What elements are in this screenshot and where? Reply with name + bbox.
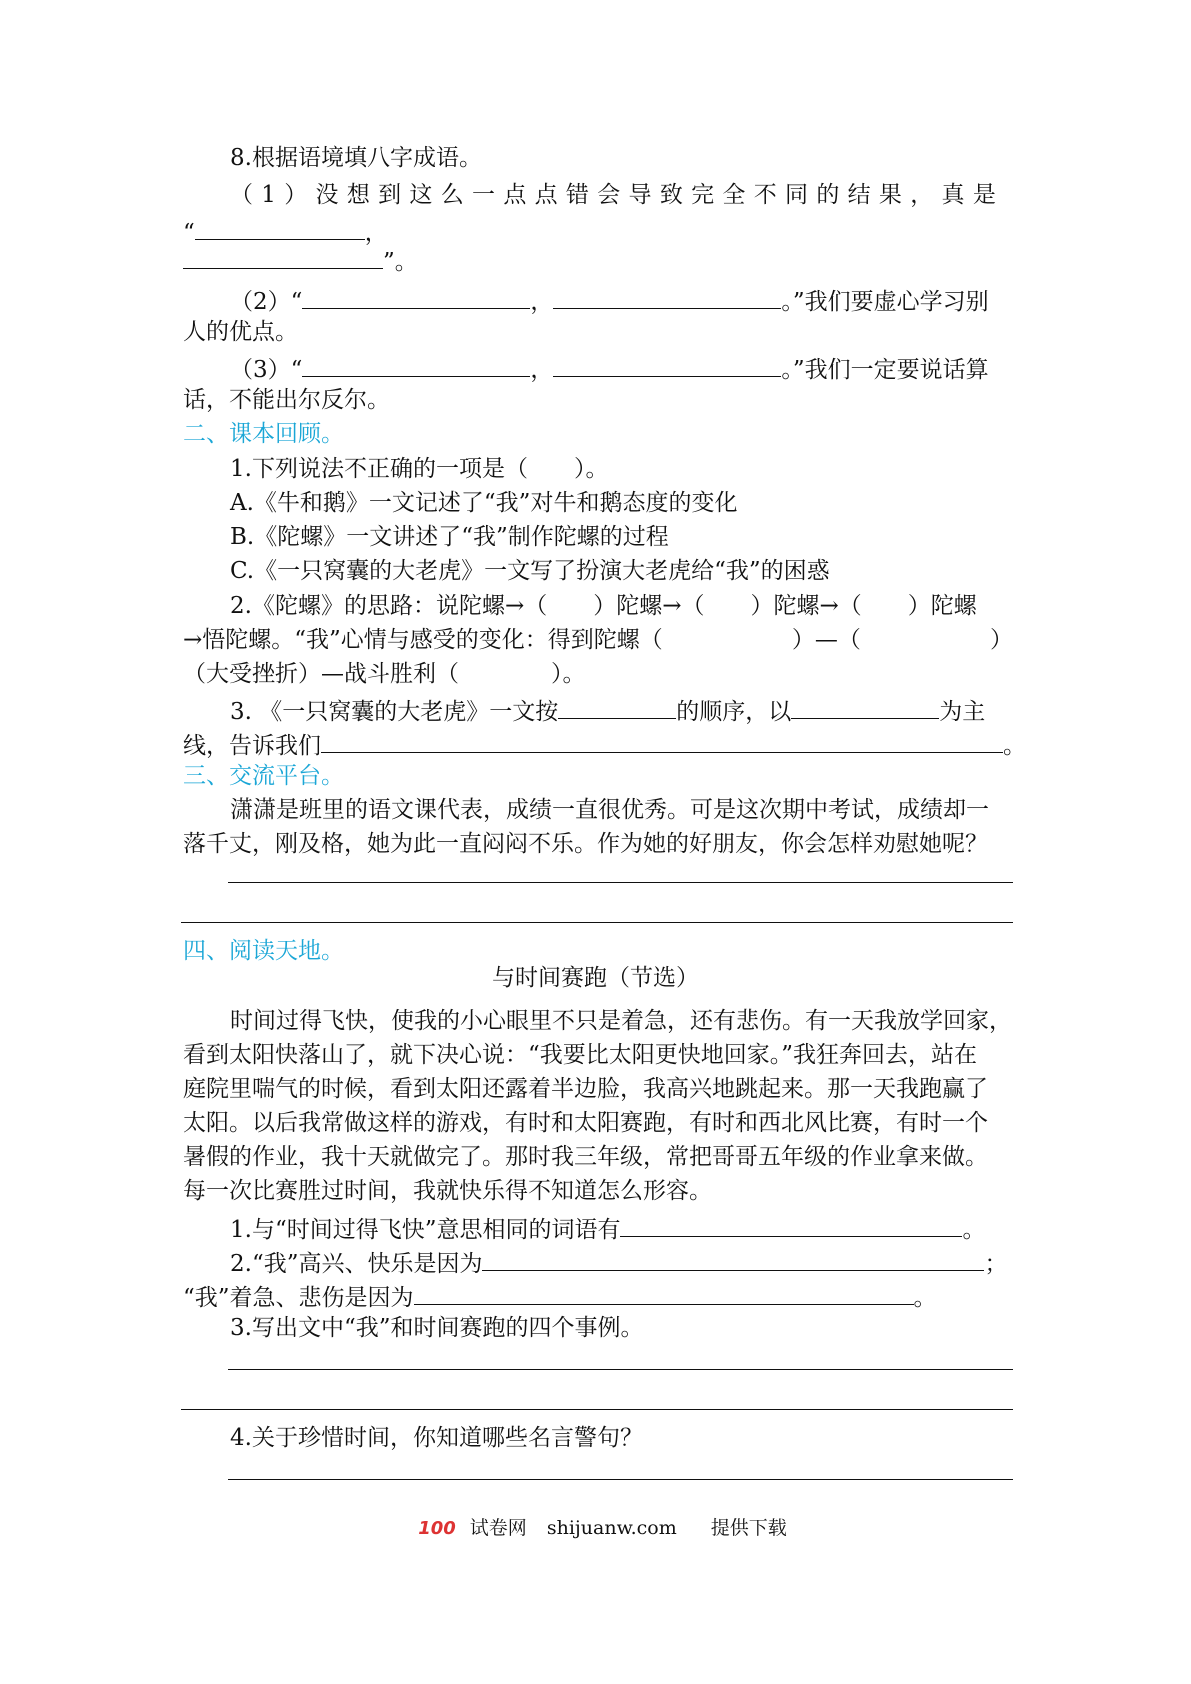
- sec4-q2: [230, 1242, 1007, 1278]
- sec4-q2-text: 2.“我”高兴、快乐是因为: [230, 1251, 483, 1277]
- sec2-q2-line1: 2.《陀螺》的思路：说陀螺→（ ）陀螺→（ ）陀螺→（ ）陀螺: [230, 593, 977, 619]
- sec4-q1-text: 1.与“时间过得飞快”意思相同的词语有: [230, 1217, 621, 1243]
- q8-p1-close: ”。: [383, 249, 418, 275]
- sec2-option-b: B.《陀螺》一文讲述了“我”制作陀螺的过程: [230, 524, 669, 550]
- passage-title: 与时间赛跑（节选）: [492, 965, 699, 991]
- sec3-answer-line1[interactable]: [228, 882, 1013, 883]
- q8-p2-comma: ，: [530, 289, 554, 315]
- passage-line-5: 暑假的作业，我十天就做完了。那时我三年级，常把哥哥五年级的作业拿来做。: [183, 1144, 988, 1170]
- q8-p3-blank2[interactable]: [553, 348, 781, 377]
- sec4-q4-answer-line[interactable]: [228, 1479, 1013, 1480]
- sec3-para-line1: 潇潇是班里的语文课代表，成绩一直很优秀。可是这次期中考试，成绩却一: [230, 797, 989, 823]
- sec2-q3-blank3[interactable]: [321, 724, 1003, 753]
- passage-line-4: 太阳。以后我常做这样的游戏，有时和太阳赛跑，有时和西北风比赛，有时一个: [183, 1110, 988, 1136]
- sec2-option-c: C.《一只窝囊的大老虎》一文写了扮演大老虎给“我”的困惑: [230, 558, 830, 584]
- sec4-q1-end: 。: [962, 1217, 986, 1243]
- q8-p2-tail: 。”我们要虚心学习别: [781, 289, 989, 315]
- passage-line-6: 每一次比赛胜过时间，我就快乐得不知道怎么形容。: [183, 1178, 712, 1204]
- q8-p3-blank1[interactable]: [302, 348, 530, 377]
- sec3-answer-line2[interactable]: [181, 922, 1013, 923]
- footer-note: 提供下载: [710, 1517, 787, 1539]
- sec4-q2-end: ；: [984, 1251, 1008, 1277]
- sec2-q2-line2a: →悟陀螺。“我”心情与感受的变化：得到陀螺（: [183, 627, 663, 653]
- q8-p3-comma: ，: [530, 357, 554, 383]
- sec2-q3-line2: [183, 724, 1026, 760]
- sec4-q3: 3.写出文中“我”和时间赛跑的四个事例。: [230, 1315, 644, 1341]
- q8-p1-open-quote: “: [183, 220, 195, 246]
- sec2-q1: 1.下列说法不正确的一项是（ ）。: [230, 456, 609, 482]
- sec2-q2-line3: （大受挫折）—战斗胜利（ ）。: [183, 661, 586, 687]
- sec2-q3-d: 线，告诉我们: [183, 733, 321, 759]
- sec4-q2b-end: 。: [913, 1285, 937, 1311]
- sec2-q3-b: 的顺序，以: [676, 699, 792, 725]
- sec4-q4: 4.关于珍惜时间，你知道哪些名言警句？: [230, 1425, 643, 1451]
- q8-p3-line: [230, 348, 989, 384]
- sec4-q2b: [183, 1276, 937, 1312]
- sec2-q3-line1: [230, 690, 985, 726]
- sec3-para-line2: 落千丈，刚及格，她为此一直闷闷不乐。作为她的好朋友，你会怎样劝慰她呢？: [183, 831, 988, 857]
- footer-logo-mark: [404, 1517, 527, 1539]
- q8-p1-blank2-line: [183, 240, 418, 276]
- q8-p2-lead: （2）“: [230, 289, 303, 315]
- section-heading-exchange: 三、交流平台。: [183, 763, 344, 789]
- q8-p1-blank1[interactable]: [195, 211, 365, 240]
- passage-line-1: 时间过得飞快，使我的小心眼里不只是着急，还有悲伤。有一天我放学回家，: [230, 1008, 1012, 1034]
- q8-p1-blank2[interactable]: [183, 240, 383, 269]
- passage-line-3: 庭院里喘气的时候，看到太阳还露着半边脸，我高兴地跳起来。那一天我跑赢了: [183, 1076, 988, 1102]
- sec2-q3-a: 3. 《一只窝囊的大老虎》一文按: [230, 699, 559, 725]
- q8-p3-cont: 话，不能出尔反尔。: [183, 387, 390, 413]
- q8-p3-lead: （3）“: [230, 357, 303, 383]
- q8-p2-cont: 人的优点。: [183, 319, 298, 345]
- sec4-q2b-text: “我”着急、悲伤是因为: [183, 1285, 414, 1311]
- sec2-option-a: A.《牛和鹅》一文记述了“我”对牛和鹅态度的变化: [230, 490, 738, 516]
- sec2-q2-line2c: ）: [989, 627, 1013, 653]
- footer-site: shijuanw.com: [546, 1517, 677, 1539]
- sec2-q3-e: 。: [1003, 733, 1026, 759]
- q8-p3-tail: 。”我们一定要说话算: [781, 357, 989, 383]
- sec2-q2-line2b: ）—（: [791, 627, 861, 653]
- section-heading-textbook-review: 二、课本回顾。: [183, 421, 344, 447]
- sec4-q1-blank[interactable]: [620, 1208, 962, 1237]
- page-footer: [0, 1513, 1191, 1543]
- sec4-q3-answer-line2[interactable]: [181, 1409, 1013, 1410]
- q8-p1-comma: ，: [364, 220, 388, 246]
- section-heading-reading: 四、阅读天地。: [183, 938, 344, 964]
- sec4-q3-answer-line1[interactable]: [228, 1369, 1013, 1370]
- q8-p2-line: [230, 280, 989, 316]
- sec2-q3-c: 为主: [939, 699, 986, 725]
- sec4-q2-blank[interactable]: [482, 1242, 984, 1271]
- sec2-q3-blank1[interactable]: [558, 690, 676, 719]
- sec4-q1: [230, 1208, 985, 1244]
- sec2-q2-line2: [183, 622, 1013, 658]
- q8-title: 8.根据语境填八字成语。: [230, 145, 482, 171]
- q8-p1-lead: （1）没想到这么一点点错会导致完全不同的结果，真是: [230, 182, 1005, 208]
- sec2-q3-blank2[interactable]: [791, 690, 939, 719]
- q8-p2-blank1[interactable]: [302, 280, 530, 309]
- q8-p2-blank2[interactable]: [553, 280, 781, 309]
- footer-brand: 试卷网: [469, 1517, 527, 1539]
- sec4-q2b-blank[interactable]: [414, 1276, 914, 1305]
- footer-logo: 100: [418, 1518, 456, 1539]
- passage-line-2: 看到太阳快落山了，就下决心说：“我要比太阳更快地回家。”我狂奔回去，站在: [183, 1042, 978, 1068]
